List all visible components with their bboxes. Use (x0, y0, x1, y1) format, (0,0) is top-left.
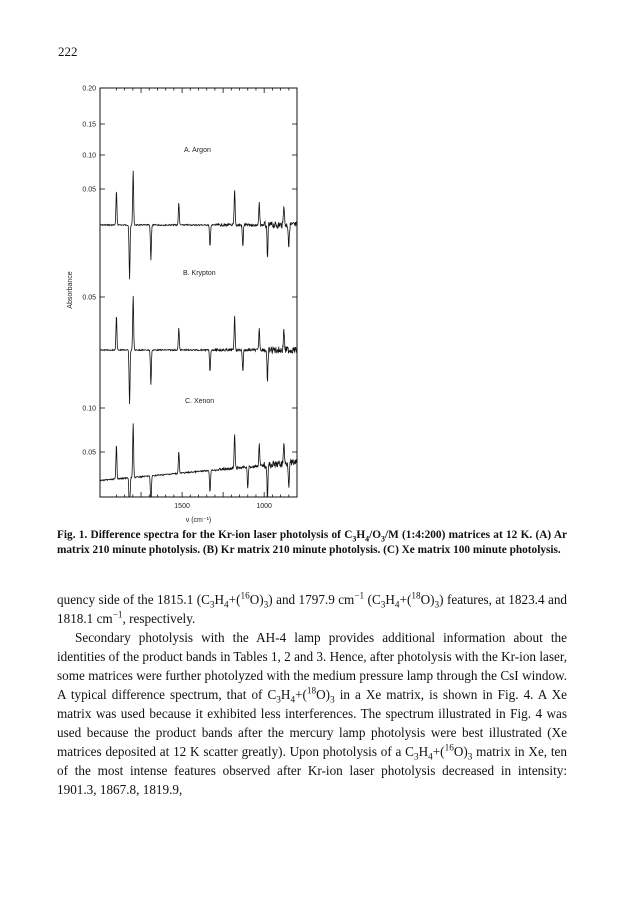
panel-label: C. Xenon (185, 398, 215, 405)
y-tick-label: 0.05 (82, 186, 96, 194)
spectrum-trace (100, 171, 297, 280)
spectrum-trace (100, 296, 297, 404)
spectrum-trace (100, 423, 297, 497)
y-tick-label: 0.05 (82, 449, 96, 457)
x-axis-label: ν (cm⁻¹) (185, 517, 212, 524)
axis-labels (67, 271, 272, 524)
spectrum-panel-3 (82, 398, 297, 497)
y-tick-label: 0.10 (82, 405, 96, 413)
y-tick-label: 0.15 (82, 121, 96, 129)
figure-caption: Fig. 1. Difference spectra for the Kr-ion laser photolysis of $C_3H_4/O_3/M$ (1:4:200) matrices at 12 K. (A) Ar matrix 210 minute photolysis. (B) Kr matrix 210 minute photolysis. (C) Xe matrix 100 minute photolysis. (57, 529, 567, 556)
spectra-panels (82, 86, 297, 498)
y-axis-label: Absorbance (67, 271, 74, 309)
paragraph-1: quency side of the 1815.1 $(C_3H_4+(^{16}O)_3)$ and 1797.9 $cm^{-1}$ $(C_3H_4+(^{18}O)_3)$ features, at 1823.4 and 1818.1 $cm^{-1}$, respectively. (57, 590, 568, 626)
y-tick-label: 0.05 (82, 294, 96, 302)
panel-label: B. Krypton (183, 270, 216, 277)
paragraph-2: Secondary photolysis with the AH-4 lamp provides additional information about the identities of the product bands in Tables 1, 2 and 3. Hence, after photolysis with the Kr-ion laser, some matrices were further photolyzed with the medium pressure lamp through the CsI window. A typical difference spectrum, that of $C_3H_4+(^{18}O)_3$ in a Xe matrix, is shown in Fig. 4. A Xe matrix was used because it exhibited less interferences. The spectrum illustrated in Fig. 4 was used because the product bands after the mercury lamp photolysis were best illustrated (Xe matrices deposited at 12 K scatter greatly). Upon photolysis of a $C_3H_4+(^{16}O)_3$ matrix in Xe, ten of the most intense features observed after Kr-ion laser photolysis decreased in intensity: 1901.3, 1867.8, 1819.9, (57, 630, 567, 797)
page-number: 222 (58, 44, 78, 59)
x-tick-label: 1500 (174, 503, 190, 510)
body-text (57, 590, 567, 799)
y-tick-label: 0.20 (82, 85, 96, 93)
spectrum-panel-2 (82, 270, 297, 404)
y-tick-label: 0.10 (82, 152, 96, 160)
panel-label: A. Argon (184, 147, 211, 154)
x-tick-label: 1000 (256, 503, 272, 510)
spectrum-panel-1 (82, 86, 297, 280)
